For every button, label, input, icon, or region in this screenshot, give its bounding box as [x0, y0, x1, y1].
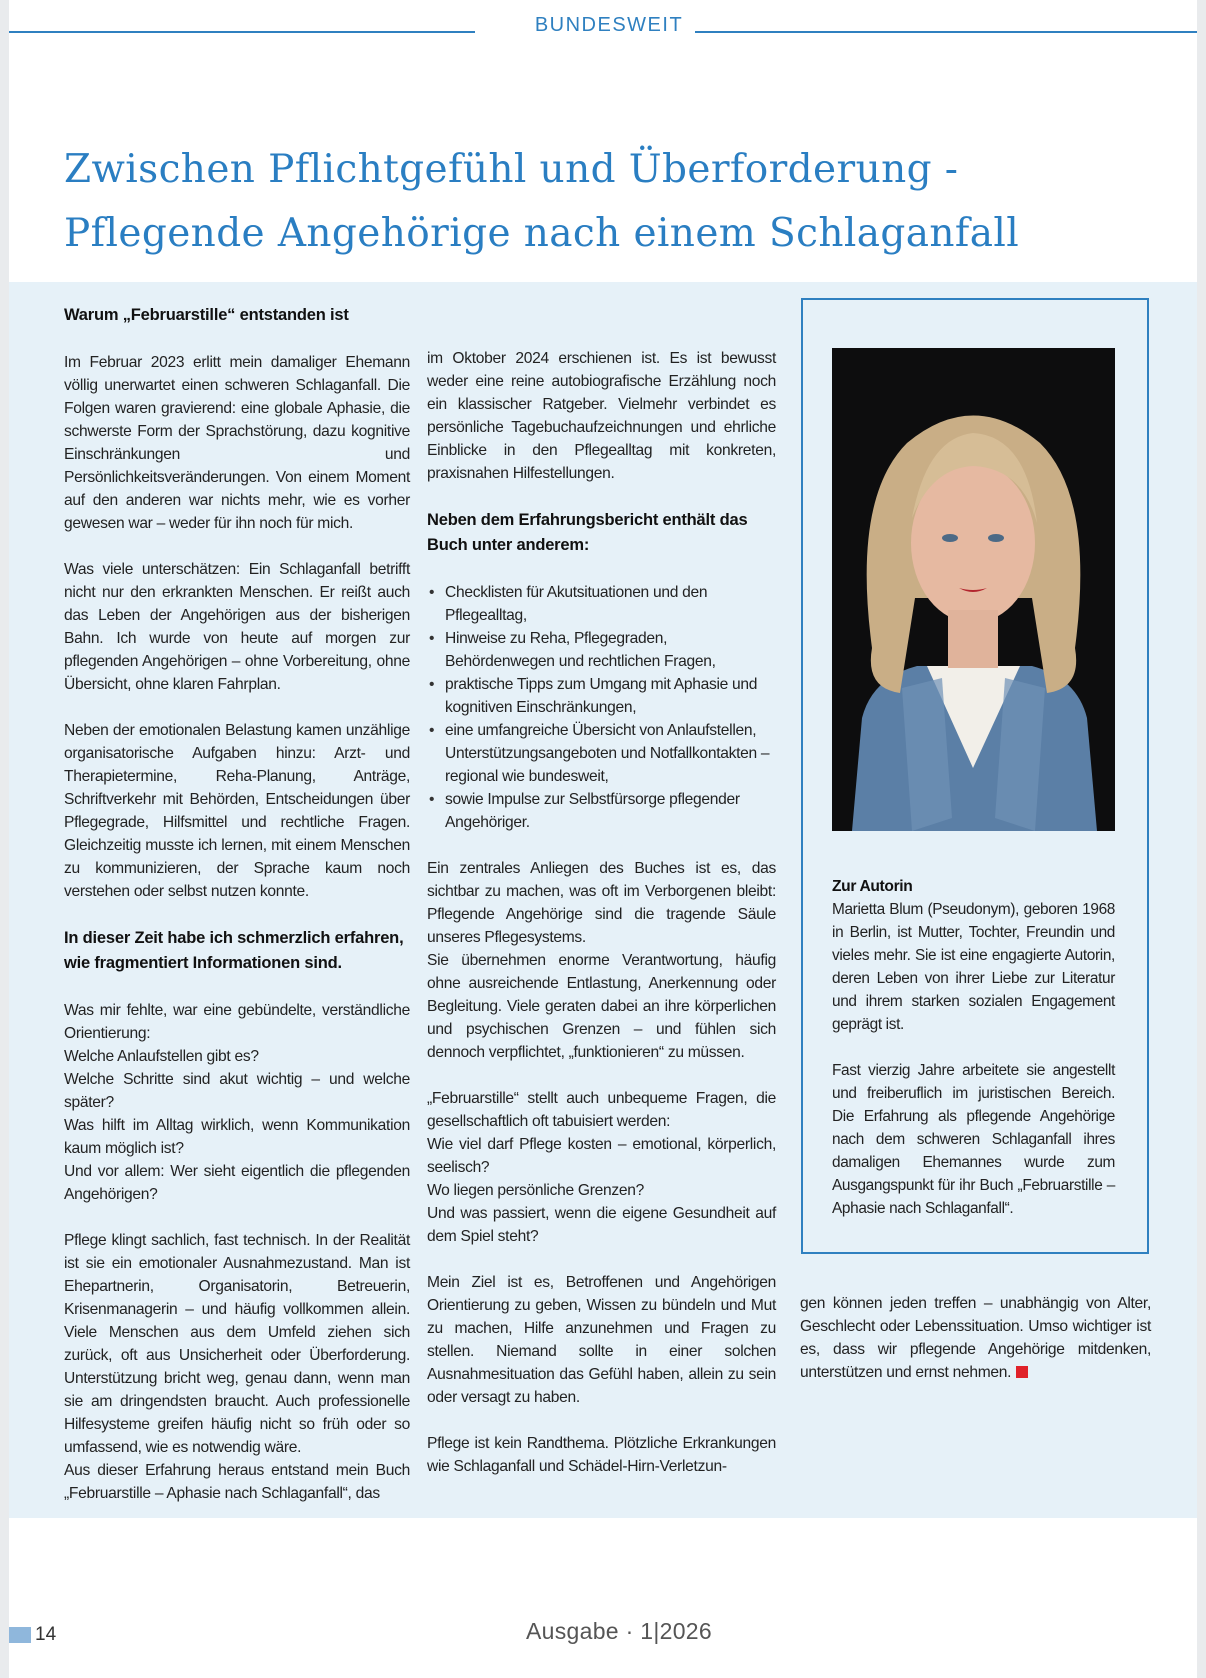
column-3: [800, 1292, 1151, 1407]
rubric-rule-right: [695, 31, 1197, 33]
paragraph: Mein Ziel ist es, Betroffenen und Angehörigen Orientierung zu geben, Wissen zu bündeln und Mut zu machen, Hilfe anzunehmen und Fragen zu stellen. Niemand sollte in einer solchen Ausnahmesituation das Gefühl haben, allein zu sein oder versagt zu haben.: [427, 1274, 776, 1406]
subheading-origin: Warum „Februarstille“ entstanden ist: [64, 306, 349, 324]
author-heading: Zur Autorin: [832, 878, 913, 895]
page-number: 14: [35, 1624, 57, 1645]
question-line: Und vor allem: Wer sieht eigentlich die pflegenden Angehörigen?: [64, 1163, 410, 1203]
column-1: [64, 303, 410, 1528]
rubric-rule-left: [9, 31, 475, 33]
question-line: Wie viel darf Pflege kosten – emotional, körperlich, seelisch?: [427, 1136, 776, 1176]
question-line: Wo liegen persönliche Grenzen?: [427, 1182, 644, 1199]
book-contents-list: [427, 581, 776, 834]
subheading-fragmented: In dieser Zeit habe ich schmerzlich erfahren, wie fragmentiert Informationen sind.: [64, 929, 404, 972]
paragraph-questions: [427, 1087, 776, 1248]
paragraph: Im Februar 2023 erlitt mein damaliger Ehemann völlig unerwartet einen schweren Schlaganfall. Die Folgen waren gravierend: eine globale Aphasie, die schwerste Form der Sprachstörung, dazu kognitive Einschränkungen und Persönlichkeitsveränderungen. Von einem Moment auf den anderen war nichts mehr, wie es vorher gewesen war – weder für ihn noch für mich.: [64, 354, 410, 532]
issue-label: Ausgabe · 1|2026: [526, 1618, 712, 1644]
question-line: Und was passiert, wenn die eigene Gesundheit auf dem Spiel steht?: [427, 1205, 776, 1245]
closing-paragraph: [800, 1292, 1151, 1384]
subheading-contents: Neben dem Erfahrungsbericht enthält das Buch unter anderem:: [427, 511, 748, 554]
author-paragraph: Marietta Blum (Pseudonym), geboren 1968 in Berlin, ist Mutter, Tochter, Freundin und vieles mehr. Sie ist eine engagierte Autorin, deren Leben von ihrer Liebe zur Literatur und ihrem starken sozialen Engagement geprägt ist.: [832, 901, 1115, 1033]
list-item: • praktische Tipps zum Umgang mit Aphasie und kognitiven Einschränkungen,: [427, 673, 776, 719]
question-line: Was mir fehlte, war eine gebündelte, verständliche Orientierung:: [64, 1002, 410, 1042]
author-bio: [832, 875, 1115, 1243]
article-title-line-2: Pflegende Angehörige nach einem Schlaganfall: [64, 211, 1020, 256]
paragraph: Was viele unterschätzen: Ein Schlaganfall betrifft nicht nur den erkrankten Menschen. Er reißt auch das Leben der Angehörigen aus der bisherigen Bahn. Ich wurde von heute auf morgen zur pflegenden Angehörigen – ohne Vorbereitung, ohne Übersicht, ohne klaren Fahrplan.: [64, 561, 410, 693]
author-photo: [832, 348, 1115, 831]
paragraph-questions: [64, 999, 410, 1206]
magazine-page: [9, 0, 1197, 1678]
question-line: Was hilft im Alltag wirklich, wenn Kommunikation kaum möglich ist?: [64, 1117, 410, 1157]
article-title: [64, 138, 1184, 266]
author-paragraph: Fast vierzig Jahre arbeitete sie angestellt und freiberuflich im juristischen Bereich. Die Erfahrung als pflegende Angehörige nach dem schweren Schlaganfall ihres damaligen Ehemannes wurde zum Ausgangspunkt für ihr Buch „Februarstille – Aphasie nach Schlaganfall“.: [832, 1062, 1115, 1217]
question-line: „Februarstille“ stellt auch unbequeme Fragen, die gesellschaftlich oft tabuisiert werden:: [427, 1090, 776, 1130]
paragraph: Ein zentrales Anliegen des Buches ist es, das sichtbar zu machen, was oft im Verborgenen bleibt: Pflegende Angehörige sind die tragende Säule unseres Pflegesystems.: [427, 860, 776, 946]
paragraph: Neben der emotionalen Belastung kamen unzählige organisatorische Aufgaben hinzu: Arzt- und Therapietermine, Reha-Planung, Anträge, Schriftverkehr mit Behörden, Entscheidungen über Pflegegrade, Hilfsmittel und rechtliche Fragen. Gleichzeitig musste ich lernen, mit einem Menschen zu kommunizieren, der Sprache kaum noch verstehen oder selbst nutzen konnte.: [64, 722, 410, 900]
question-line: Welche Anlaufstellen gibt es?: [64, 1048, 259, 1065]
paragraph: Sie übernehmen enorme Verantwortung, häufig ohne ausreichende Entlastung, Anerkennung oder Begleitung. Viele geraten dabei an ihre körperlichen und psychischen Grenzen – und fühlen sich dennoch verpflichtet, „funktionieren“ zu müssen.: [427, 952, 776, 1061]
paragraph: Pflege ist kein Randthema. Plötzliche Erkrankungen wie Schlaganfall und Schädel-Hirn-Verletzun-: [427, 1435, 776, 1475]
article-title-line-1: Zwischen Pflichtgefühl und Überforderung -: [64, 147, 959, 192]
list-item: • sowie Impulse zur Selbstfürsorge pflegender Angehöriger.: [427, 788, 776, 834]
end-of-article-mark: [1016, 1366, 1028, 1378]
list-item: • eine umfangreiche Übersicht von Anlaufstellen, Unterstützungsangeboten und Notfallkontakten – regional wie bundesweit,: [427, 719, 776, 788]
paragraph: im Oktober 2024 erschienen ist. Es ist bewusst weder eine reine autobiografische Erzählung noch ein klassischer Ratgeber. Vielmehr verbindet es persönliche Tagebuchaufzeichnungen und ehrliche Einblicke in den Pflegealltag mit konkreten, praxisnahen Hilfestellungen.: [427, 350, 776, 482]
column-2: [427, 347, 776, 1501]
closing-text: gen können jeden treffen – unabhängig von Alter, Geschlecht oder Lebenssituation. Umso wichtiger ist es, dass wir pflegende Angehörige mitdenken, unterstützen und ernst nehmen.: [800, 1295, 1151, 1381]
question-line: Welche Schritte sind akut wichtig – und welche später?: [64, 1071, 410, 1111]
section-rubric: BUNDESWEIT: [534, 14, 684, 36]
paragraph: Aus dieser Erfahrung heraus entstand mein Buch „Februarstille – Aphasie nach Schlaganfall“, das: [64, 1462, 410, 1502]
page-number-marker: [9, 1627, 31, 1643]
author-box: [801, 298, 1149, 1254]
list-item: • Checklisten für Akutsituationen und den Pflegealltag,: [427, 581, 776, 627]
list-item: • Hinweise zu Reha, Pflegegraden, Behördenwegen und rechtlichen Fragen,: [427, 627, 776, 673]
paragraph: Pflege klingt sachlich, fast technisch. In der Realität ist sie ein emotionaler Ausnahmezustand. Man ist Ehepartnerin, Organisatorin, Betreuerin, Krisenmanagerin – und häufig vollkommen allein. Viele Menschen aus dem Umfeld ziehen sich zurück, oft aus Unsicherheit oder Überforderung. Unterstützung bricht weg, genau dann, wenn man sie am dringendsten braucht. Auch professionelle Hilfesysteme greifen häufig nicht so früh oder so umfassend, wie es notwendig wäre.: [64, 1232, 410, 1456]
